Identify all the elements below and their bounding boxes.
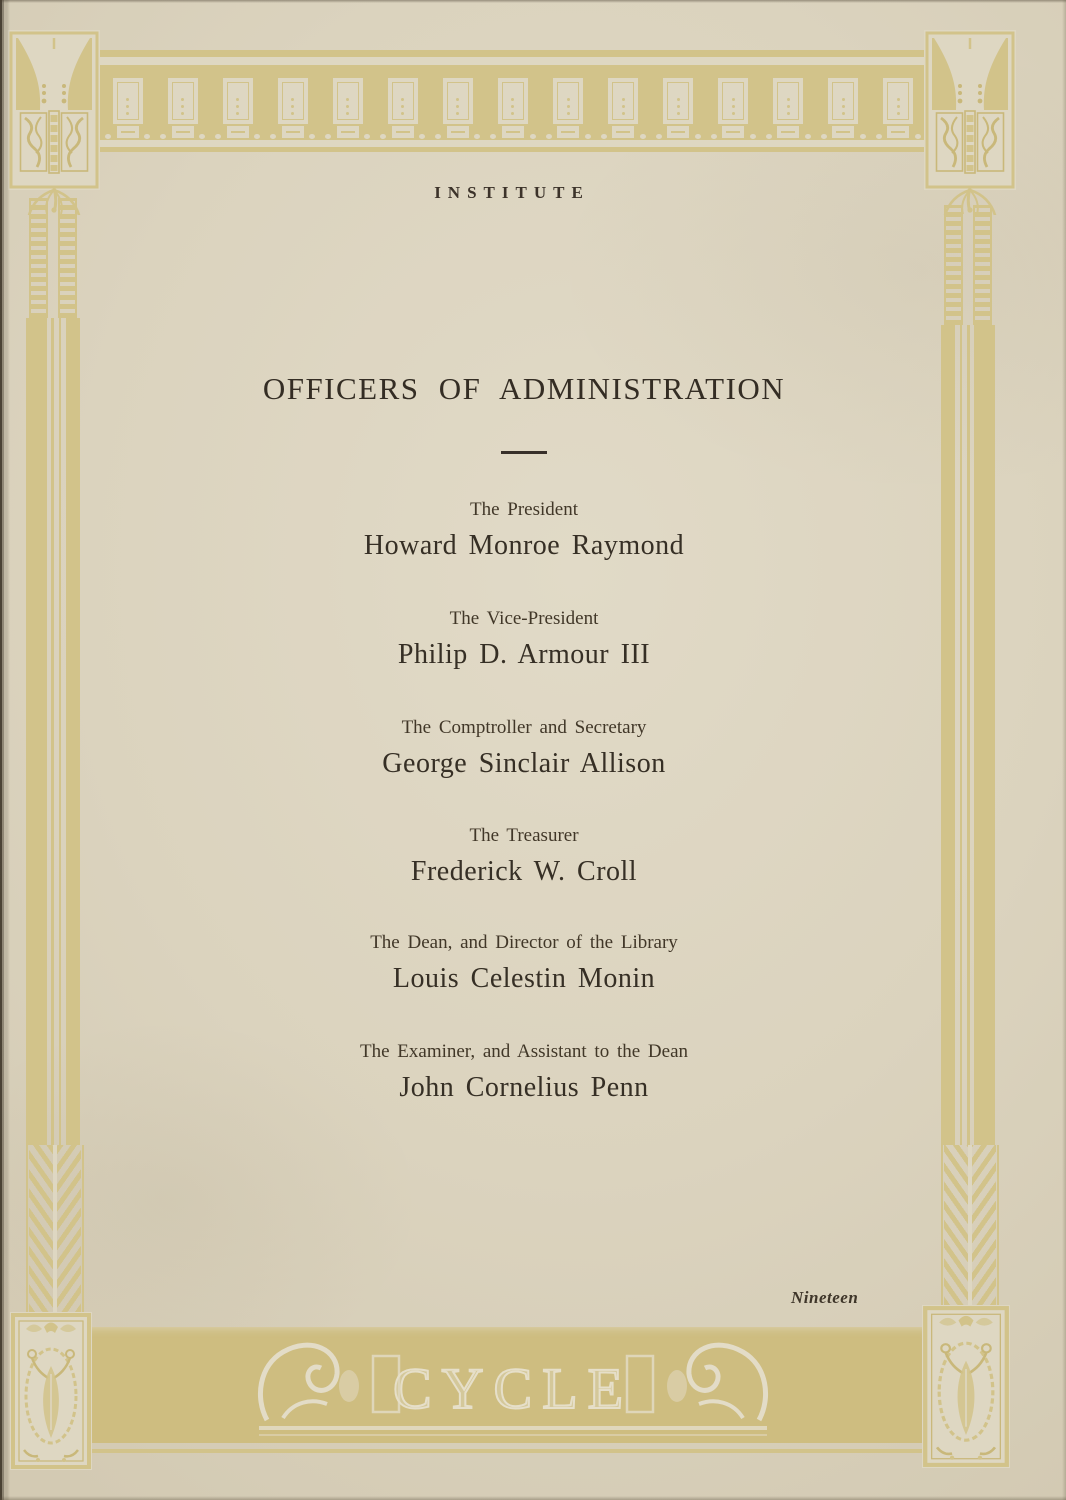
officer-entry [0, 498, 1048, 563]
frieze-unit [375, 65, 430, 140]
officer-role: The Comptroller and Secretary [401, 717, 647, 738]
officer-role: The Dean, and Director of the Library [370, 932, 678, 953]
scan-edge-bottom [0, 1496, 1066, 1500]
frieze-unit [430, 65, 485, 140]
band-title-text: CYCLE [392, 1356, 634, 1421]
top-frieze-ornament [100, 50, 926, 152]
top-frieze-panels [100, 65, 926, 140]
officer-entry [0, 716, 1048, 781]
frieze-unit [100, 65, 155, 140]
scan-edge-top [0, 0, 1066, 3]
right-column-shaft-upper-ornament [941, 205, 995, 325]
left-column-chevron-ornament [26, 1145, 84, 1312]
frieze-unit [816, 65, 871, 140]
right-column-chevron-ornament [941, 1145, 999, 1305]
officer-entry [0, 824, 1048, 889]
frieze-unit [485, 65, 540, 140]
officer-role: The President [469, 499, 578, 520]
running-header: INSTITUTE [434, 183, 590, 202]
officer-entry [0, 931, 1048, 996]
corner-cartouche-ornament-bottom-right [922, 1305, 1010, 1468]
officer-role: The Treasurer [469, 825, 579, 846]
officer-role: The Examiner, and Assistant to the Dean [359, 1041, 689, 1062]
officer-name: Philip D. Armour III [397, 639, 651, 670]
page-number: Nineteen [791, 1288, 859, 1307]
bottom-cartouche-ornament [253, 1322, 773, 1444]
officer-name: George Sinclair Allison [382, 748, 666, 779]
officer-entry [0, 607, 1048, 672]
left-column-shaft-upper-ornament [26, 198, 80, 318]
frieze-unit [706, 65, 761, 140]
officer-name: Louis Celestin Monin [392, 963, 656, 994]
frieze-unit [210, 65, 265, 140]
frieze-unit [541, 65, 596, 140]
officer-name: John Cornelius Penn [399, 1072, 649, 1103]
frieze-unit [155, 65, 210, 140]
officer-name: Frederick W. Croll [410, 856, 638, 887]
scan-edge-right [1062, 0, 1066, 1500]
page-title: OFFICERS OF ADMINISTRATION [262, 371, 786, 406]
frieze-unit [651, 65, 706, 140]
officer-role: The Vice-President [449, 608, 599, 629]
divider-rule [501, 451, 547, 454]
frieze-unit [761, 65, 816, 140]
corner-cartouche-ornament-bottom-left [10, 1312, 92, 1470]
frieze-unit [320, 65, 375, 140]
officer-name: Howard Monroe Raymond [363, 530, 685, 561]
frieze-unit [596, 65, 651, 140]
frieze-unit [265, 65, 320, 140]
frieze-unit [871, 65, 926, 140]
officer-entry [0, 1040, 1048, 1105]
bottom-band-underline [86, 1449, 926, 1453]
